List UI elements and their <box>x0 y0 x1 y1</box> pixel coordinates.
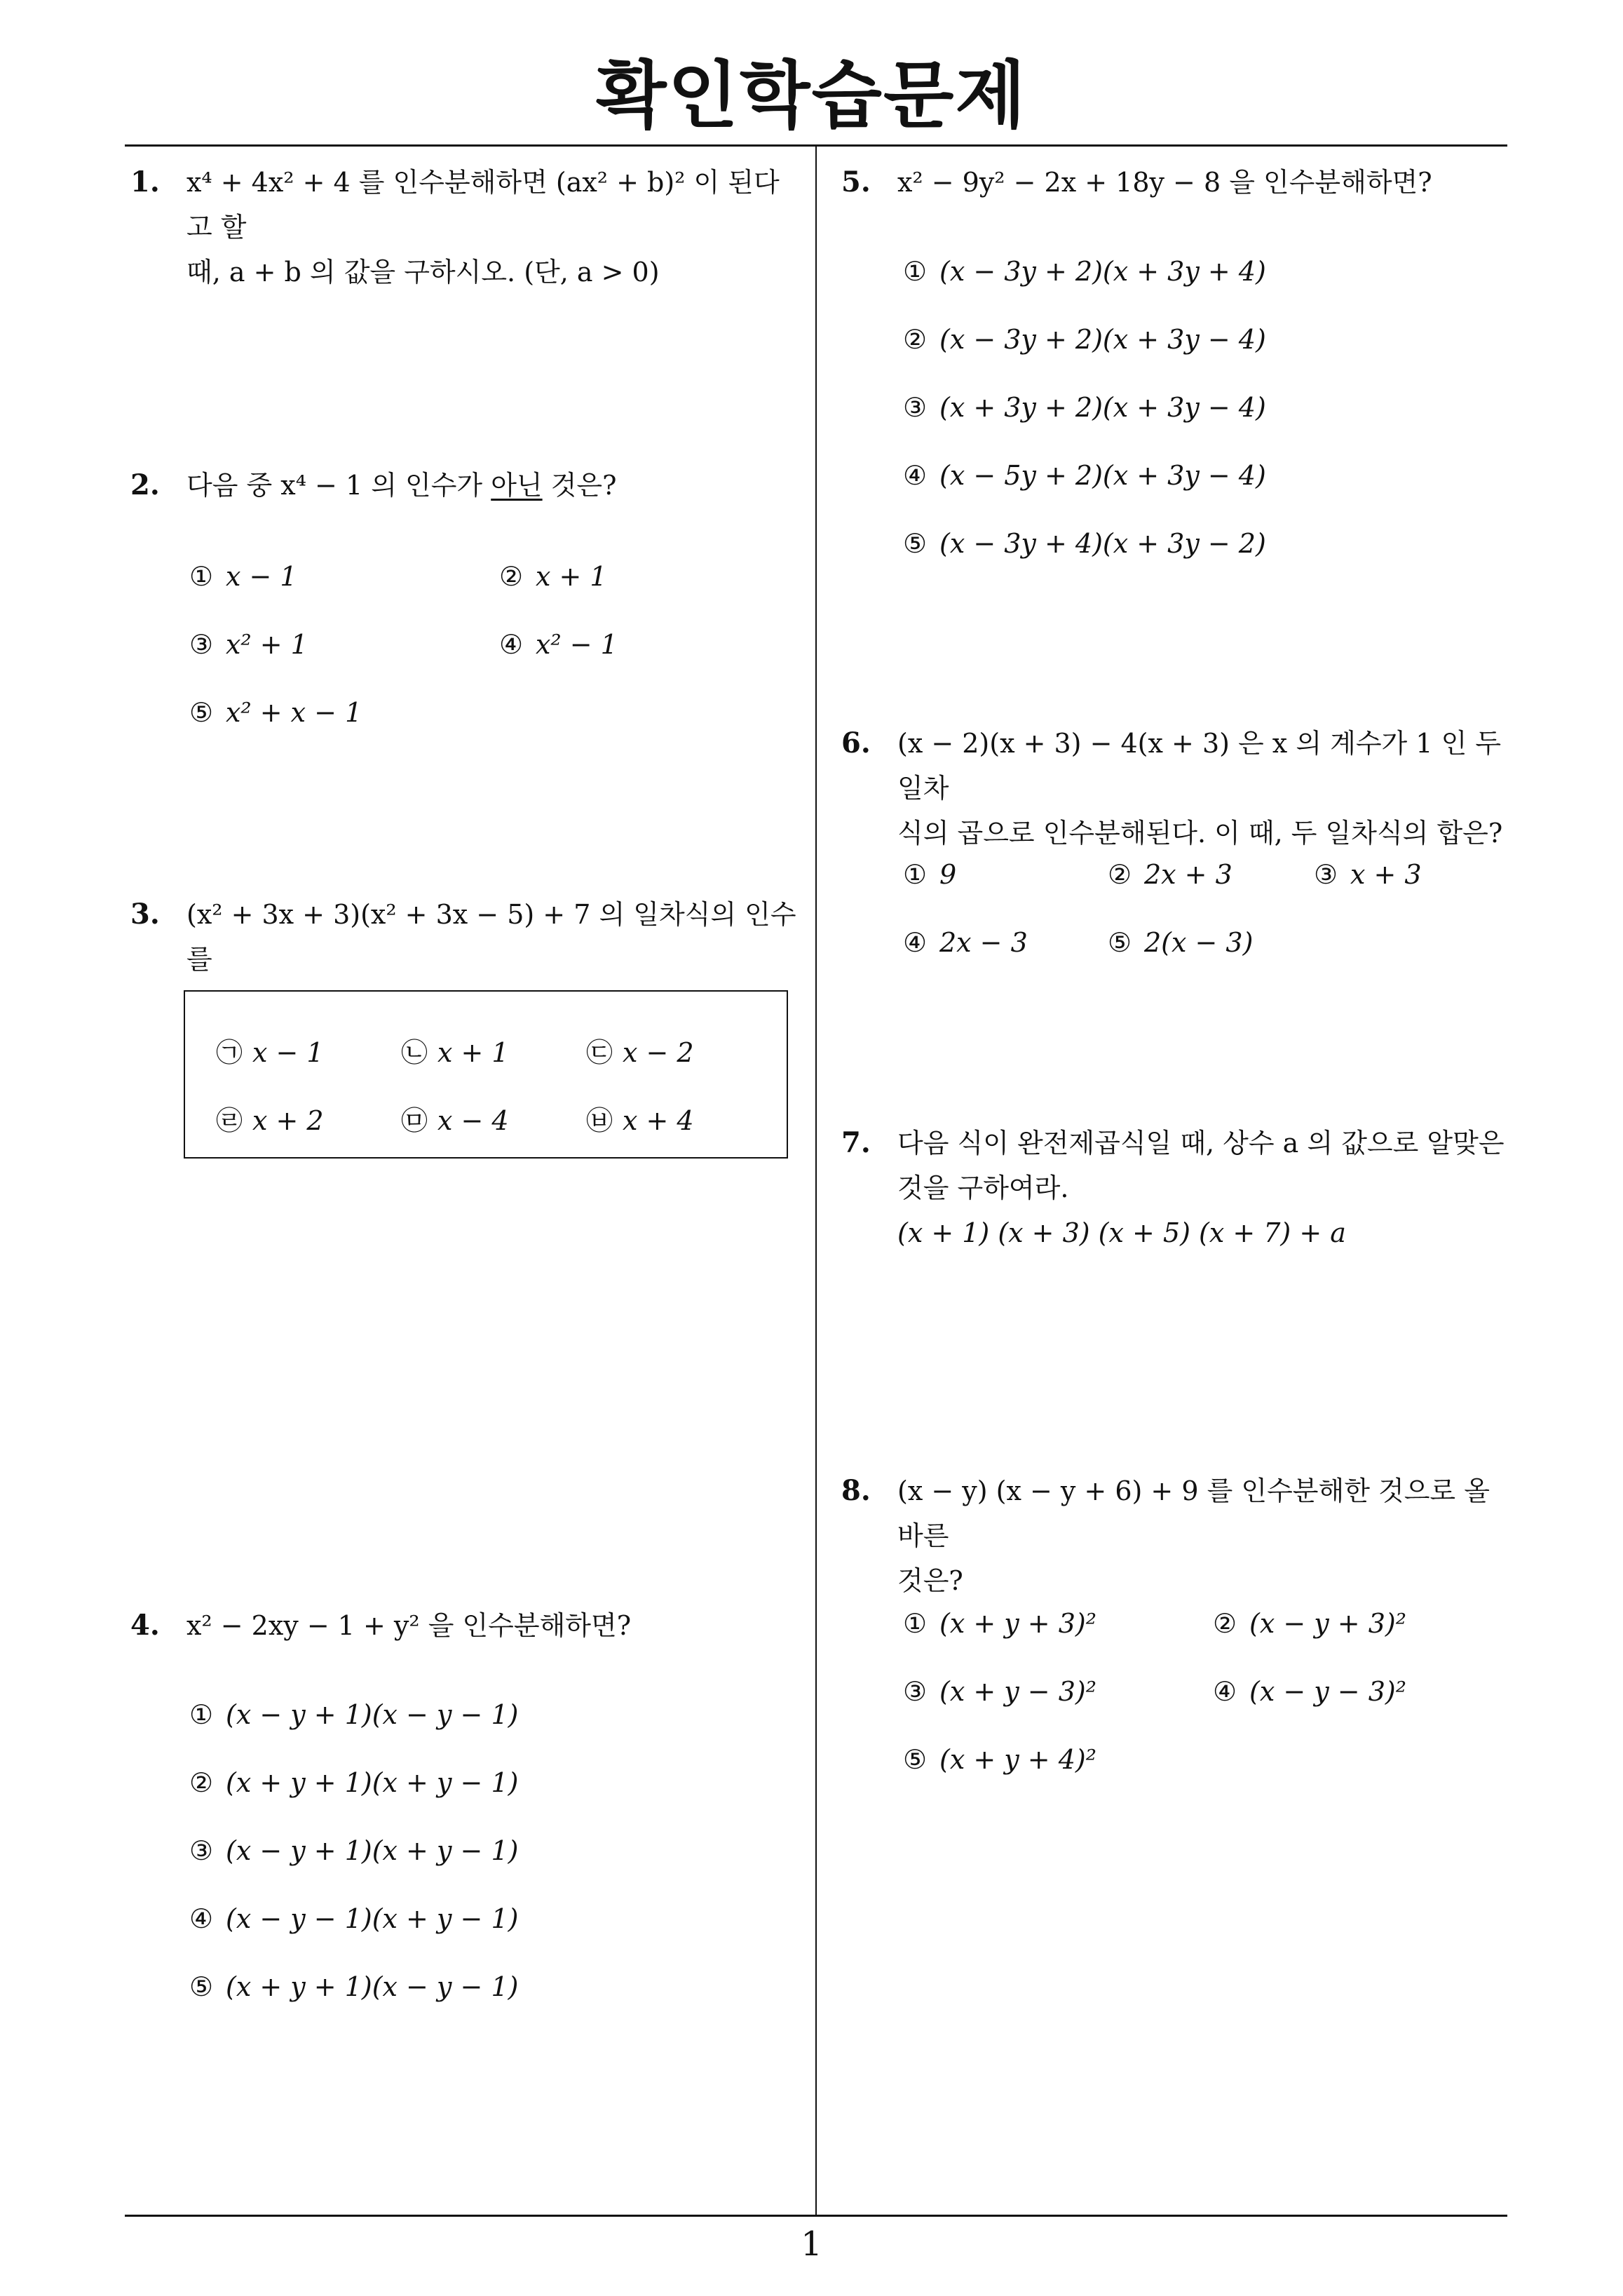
problem-text-line: 식의 곱으로 인수분해된다. 이 때, 두 일차식의 합은? <box>897 818 1503 849</box>
problem-6 <box>841 721 1514 849</box>
underlined-word: 아닌 <box>491 470 543 501</box>
choice-option[interactable] <box>903 1742 1096 1777</box>
problem-1 <box>130 160 803 288</box>
choice-option[interactable] <box>903 322 1266 357</box>
problem-text-part: 다음 중 x⁴ − 1 의 인수가 <box>186 470 491 501</box>
item-mark: ㉢ <box>586 1037 613 1068</box>
choice-option[interactable] <box>189 1765 518 1800</box>
problem-text <box>897 160 1432 205</box>
problem-number: 7. <box>841 1126 871 1159</box>
problem-text-line: 때, a + b 의 값을 구하시오. (단, a > 0) <box>186 257 660 288</box>
choice-expression: (x + y + 1)(x − y − 1) <box>226 1971 519 2002</box>
choice-mark: ⑤ <box>1108 927 1132 958</box>
choice-expression: (x − y − 1)(x + y − 1) <box>226 1903 519 1934</box>
item-expression: x + 2 <box>252 1105 324 1136</box>
choice-expression: x + 3 <box>1350 859 1422 890</box>
choice-expression: (x + y − 3)² <box>939 1676 1096 1707</box>
box-item <box>216 1103 324 1138</box>
problem-text-line: (x² + 3x + 3)(x² + 3x − 5) + 7 의 일차식의 인수를 <box>186 899 796 975</box>
problem-text-line: 것은? <box>897 1565 963 1596</box>
choice-expression: (x − 3y + 2)(x + 3y + 4) <box>939 256 1266 287</box>
choice-mark: ④ <box>903 927 928 958</box>
choice-expression: x² + x − 1 <box>226 697 362 728</box>
page-title: 확인학습문제 <box>596 53 1027 138</box>
choice-mark: ④ <box>189 1903 214 1934</box>
choice-mark: ① <box>189 561 214 592</box>
choice-expression: x² − 1 <box>536 629 618 660</box>
choice-option[interactable] <box>903 254 1266 289</box>
problem-text <box>897 1468 1514 1603</box>
choice-option[interactable] <box>903 1606 1096 1641</box>
choice-option[interactable] <box>189 695 362 730</box>
problem-2 <box>130 463 803 512</box>
choice-option[interactable] <box>499 559 607 594</box>
choice-expression: (x + y + 3)² <box>939 1608 1096 1639</box>
choice-expression: (x + y + 4)² <box>939 1744 1096 1775</box>
choice-option[interactable] <box>1108 857 1232 892</box>
choice-expression: 2x − 3 <box>939 927 1028 958</box>
choice-expression: (x − y + 3)² <box>1249 1608 1406 1639</box>
choice-option[interactable] <box>903 458 1266 493</box>
problem-text-line: 다음 식이 완전제곱식일 때, 상수 a 의 값으로 알맞은 <box>897 1128 1505 1159</box>
problem-text-line: (x − 2)(x + 3) − 4(x + 3) 은 x 의 계수가 1 인 두 일차 <box>897 728 1502 804</box>
choice-option[interactable] <box>903 925 1028 960</box>
problem-expression: (x + 1) (x + 3) (x + 5) (x + 7) + a <box>897 1217 1346 1248</box>
choice-expression: (x − y + 1)(x + y − 1) <box>226 1835 519 1866</box>
problem-text-line: x⁴ + 4x² + 4 를 인수분해하면 (ax² + b)² 이 된다고 할 <box>186 167 780 243</box>
choice-mark: ④ <box>1213 1676 1237 1707</box>
choice-mark: ② <box>1108 859 1132 890</box>
choice-expression: (x + y + 1)(x + y − 1) <box>226 1767 519 1798</box>
box-item <box>401 1035 509 1070</box>
problem-number: 5. <box>841 166 871 198</box>
problem-text-part: 것은? <box>542 470 617 501</box>
problem-number: 8. <box>841 1474 871 1507</box>
choice-option[interactable] <box>189 627 308 662</box>
choice-expression: (x − y − 3)² <box>1249 1676 1406 1707</box>
choice-mark: ④ <box>499 629 524 660</box>
choice-option[interactable] <box>499 627 618 662</box>
choice-option[interactable] <box>189 1901 518 1936</box>
problem-4 <box>130 1603 803 1652</box>
choice-mark: ① <box>903 859 928 890</box>
choice-mark: ⑤ <box>189 1971 214 2002</box>
problem-text-line: x² − 9y² − 2x + 18y − 8 을 인수분해하면? <box>897 167 1432 198</box>
item-expression: x + 1 <box>437 1037 509 1068</box>
problem-number: 2. <box>130 468 160 501</box>
problem-text <box>186 1603 631 1648</box>
choice-expression: x² + 1 <box>226 629 308 660</box>
choice-mark: ② <box>1213 1608 1237 1639</box>
choice-option[interactable] <box>903 1674 1096 1709</box>
item-expression: x + 4 <box>623 1105 694 1136</box>
choice-mark: ① <box>903 256 928 287</box>
choice-expression: x + 1 <box>536 561 607 592</box>
item-mark: ㉡ <box>401 1037 428 1068</box>
choice-mark: ⑤ <box>189 697 214 728</box>
choice-option[interactable] <box>903 390 1266 425</box>
box-item <box>401 1103 509 1138</box>
item-mark: ㉣ <box>216 1105 243 1136</box>
choice-mark: ② <box>189 1767 214 1798</box>
problem-7 <box>841 1121 1514 1261</box>
problem-text-line: x² − 2xy − 1 + y² 을 인수분해하면? <box>186 1610 632 1641</box>
bottom-rule <box>125 2215 1507 2217</box>
column-divider <box>815 144 817 2217</box>
choice-option[interactable] <box>1314 857 1422 892</box>
choice-expression: 2x + 3 <box>1144 859 1232 890</box>
choice-expression: (x − 5y + 2)(x + 3y − 4) <box>939 460 1266 491</box>
problem-8 <box>841 1468 1514 1596</box>
choice-option[interactable] <box>189 1969 518 2004</box>
choice-mark: ① <box>903 1608 928 1639</box>
problem-text <box>186 160 803 295</box>
choice-expression: 9 <box>939 859 957 890</box>
choice-option[interactable] <box>903 857 956 892</box>
item-expression: x − 1 <box>252 1037 324 1068</box>
problem-number: 4. <box>130 1609 160 1642</box>
item-mark: ㉠ <box>216 1037 243 1068</box>
problem-number: 3. <box>130 898 160 931</box>
choice-option[interactable] <box>1213 1606 1406 1641</box>
choice-expression: (x − 3y + 4)(x + 3y − 2) <box>939 528 1266 559</box>
item-mark: ㉥ <box>586 1105 613 1136</box>
choice-expression: x − 1 <box>226 561 297 592</box>
box-item <box>216 1035 324 1070</box>
item-mark: ㉤ <box>401 1105 428 1136</box>
box-item <box>586 1103 694 1138</box>
choice-expression: (x − 3y + 2)(x + 3y − 4) <box>939 324 1266 355</box>
choice-option[interactable] <box>189 1697 518 1732</box>
problem-number: 1. <box>130 166 160 198</box>
choice-mark: ⑤ <box>903 1744 928 1775</box>
choice-option[interactable] <box>903 526 1266 561</box>
problem-text <box>897 721 1514 856</box>
choice-option[interactable] <box>189 1833 518 1868</box>
box-item <box>586 1035 694 1070</box>
choice-mark: ① <box>189 1699 214 1730</box>
choice-option[interactable] <box>1213 1674 1406 1709</box>
item-expression: x − 4 <box>437 1105 509 1136</box>
choice-expression: 2(x − 3) <box>1144 927 1254 958</box>
problem-text-line: 것을 구하여라. <box>897 1173 1069 1203</box>
item-expression: x − 2 <box>623 1037 694 1068</box>
choice-expression: (x − y + 1)(x − y − 1) <box>226 1699 519 1730</box>
choice-mark: ③ <box>903 1676 928 1707</box>
choice-mark: ③ <box>189 1835 214 1866</box>
choice-mark: ③ <box>189 629 214 660</box>
problem-text <box>186 463 617 508</box>
problem-number: 6. <box>841 727 871 759</box>
problem-5 <box>841 160 1514 209</box>
problem-3 <box>130 892 803 983</box>
choice-mark: ③ <box>903 392 928 423</box>
problem-text <box>897 1121 1505 1255</box>
choice-mark: ② <box>903 324 928 355</box>
choice-option[interactable] <box>1108 925 1253 960</box>
choice-option[interactable] <box>189 559 297 594</box>
choice-mark: ③ <box>1314 859 1338 890</box>
choice-mark: ⑤ <box>903 528 928 559</box>
choice-mark: ④ <box>903 460 928 491</box>
problem-text-line: (x − y) (x − y + 6) + 9 를 인수분해한 것으로 올바른 <box>897 1475 1490 1551</box>
page-number: 1 <box>801 2224 822 2264</box>
choice-expression: (x + 3y + 2)(x + 3y − 4) <box>939 392 1266 423</box>
choice-mark: ② <box>499 561 524 592</box>
